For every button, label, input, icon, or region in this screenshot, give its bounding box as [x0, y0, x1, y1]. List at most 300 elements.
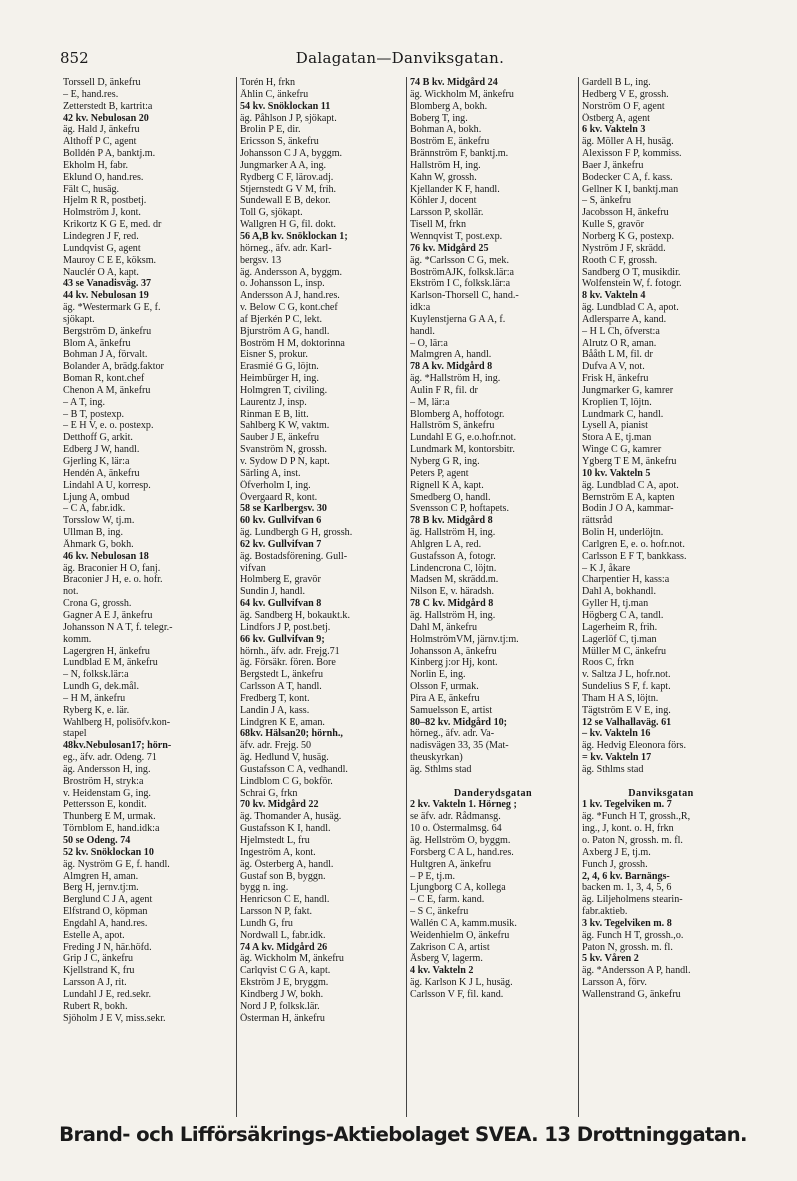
directory-entry: Edberg J W, handl.: [63, 444, 140, 456]
directory-entry: Alexisson F P, kommiss.: [582, 148, 682, 160]
directory-entry: fabr.aktieb.: [582, 906, 628, 918]
directory-entry: 78 A kv. Midgård 8: [410, 361, 493, 373]
directory-entry: not.: [63, 586, 79, 598]
directory-entry: Gardell B L, ing.: [582, 77, 651, 88]
directory-entry: vifvan: [240, 562, 266, 574]
directory-entry: Freding J N, här.höfd.: [63, 941, 152, 953]
directory-entry: Jacobsson H, änkefru: [582, 207, 669, 219]
directory-entry: Lundmark M, kontorsbitr.: [410, 444, 515, 456]
directory-entry: Malmgren A, handl.: [410, 349, 492, 361]
directory-entry: Boström E, änkefru: [410, 136, 490, 148]
directory-entry: – P E, tj.m.: [410, 870, 456, 882]
page-header: [60, 49, 740, 71]
directory-entry: äg. Lundblad C A, apot.: [582, 302, 679, 314]
directory-entry: Gustafsson A, fotogr.: [410, 550, 496, 562]
directory-entry: Jungmarker A A, ing.: [240, 159, 327, 171]
directory-entry: Gustafsson C A, vedhandl.: [240, 763, 348, 775]
directory-entry: Larsson N P, fakt.: [240, 906, 313, 918]
directory-entry: äg. *Carlsson C G, mek.: [410, 254, 509, 266]
directory-entry: 58 se Karlbergsv. 30: [240, 503, 327, 515]
directory-entry: Särling A, inst.: [240, 467, 301, 479]
directory-entry: Blomberg A, hoffotogr.: [410, 408, 505, 420]
directory-entry: Ljungborg C A, kollega: [410, 882, 506, 894]
directory-entry: Rignell K A, kapt.: [410, 479, 484, 491]
directory-entry: – B T, postexp.: [63, 408, 125, 420]
directory-entry: Bergström D, änkefru: [63, 325, 152, 337]
directory-entry: Åhmark G, bokh.: [63, 538, 134, 550]
directory-entry: o. Paton N, grossh. m. fl.: [582, 835, 683, 846]
directory-entry: Holmgren T, civiling.: [240, 384, 328, 396]
directory-entry: Nyberg G R, ing.: [410, 456, 480, 467]
directory-entry: Pira A E, änkefru: [410, 692, 480, 704]
directory-entry: Lysell A, pianist: [582, 420, 648, 432]
directory-entry: Frisk H, änkefru: [582, 373, 649, 385]
directory-entry: – O, lär:a: [410, 337, 448, 349]
directory-entry: 5 kv. Våren 2: [582, 953, 639, 965]
directory-entry: Laurentz J, insp.: [240, 396, 307, 408]
page-title: Dalagatan—Danviksgatan.: [295, 49, 505, 67]
directory-entry: Hedberg V E, grossh.: [582, 88, 669, 100]
directory-entry: Ygberg T E M, änkefru: [582, 456, 677, 467]
directory-entry: Weidenhielm O, änkefru: [410, 929, 510, 941]
directory-entry: Kulle S, gravör: [582, 219, 644, 231]
directory-entry: – H L Ch, öfverst:a: [582, 325, 660, 337]
directory-entry: Bodecker C A, f. kass.: [582, 171, 673, 183]
directory-entry: 76 kv. Midgård 25: [410, 242, 489, 254]
directory-entry: Norberg K G, postexp.: [582, 230, 675, 242]
directory-entry: äg. Försäkr. fören. Bore: [240, 657, 336, 669]
directory-entry: Elfstrand O, köpman: [63, 906, 148, 918]
directory-entry: äg. Hellström O, byggm.: [410, 835, 511, 846]
directory-entry: Hultgren A, änkefru: [410, 858, 492, 870]
directory-entry: Norström O F, agent: [582, 100, 665, 112]
directory-entry: Gellner K I, banktj.man: [582, 183, 679, 195]
directory-entry: Zakrison C A, artist: [410, 941, 490, 953]
directory-entry: Larsson A J, rit.: [63, 977, 127, 989]
directory-entry: äg. Thomander A, husäg.: [240, 811, 342, 823]
directory-entry: Johansson C J A, byggm.: [240, 148, 343, 160]
directory-entry: Torssell D, änkefru: [63, 77, 141, 88]
directory-entry: 2, 4, 6 kv. Barnängs-: [582, 870, 670, 882]
directory-entry: Övergaard R, kont.: [240, 491, 318, 503]
directory-entry: Törnblom E, hand.idk:a: [63, 823, 160, 835]
directory-entry: Wallenstrand G, änkefru: [582, 988, 681, 1000]
directory-entry: äg. Liljeholmens stearin-: [582, 894, 683, 906]
directory-entry: 56 A,B kv. Snöklockan 1;: [240, 230, 348, 242]
directory-entry: Henricson C E, handl.: [240, 894, 330, 906]
directory-entry: äg. Wickholm M, änkefru: [410, 88, 514, 100]
directory-entry: – S, änkefru: [582, 195, 632, 207]
directory-entry: hörneg., äfv. adr. Karl-: [240, 242, 332, 254]
directory-entry: Schrai G, frkn: [240, 787, 298, 799]
directory-entry: Lundahl J E, red.sekr.: [63, 988, 152, 1000]
directory-entry: Bolin H, underlöjtn.: [582, 527, 664, 539]
directory-entry: BoströmAJK, folksk.lär:a: [410, 266, 515, 278]
directory-entry: äg. Hedvig Eleonora förs.: [582, 740, 686, 752]
directory-entry: – C A, fabr.idk.: [63, 503, 126, 515]
directory-entry: äg. Nyström G E, f. handl.: [63, 858, 170, 870]
directory-entry: Adlersparre A, kand.: [582, 313, 667, 325]
directory-entry: Eklund O, hand.res.: [63, 171, 144, 183]
directory-entry: Tham H A S, löjtn.: [582, 692, 659, 704]
directory-entry: HolmströmVM, järnv.tj:m.: [410, 633, 519, 645]
directory-entry: Gustafsson K I, handl.: [240, 823, 331, 835]
directory-entry: Kroplien T, löjtn.: [582, 396, 652, 408]
directory-entry: Bergstedt L, änkefru: [240, 669, 324, 681]
directory-entry: Sahlberg K W, vaktm.: [240, 420, 330, 432]
directory-entry: Bohman A, bokh.: [410, 124, 482, 136]
directory-column-2: [236, 77, 406, 1117]
directory-entry: Rydberg C F, lärov.adj.: [240, 171, 334, 183]
directory-entry: Lundh G, fru: [240, 917, 293, 929]
directory-entry: 74 A kv. Midgård 26: [240, 941, 328, 953]
directory-entry: Ekström J E, bryggm.: [240, 977, 329, 989]
directory-entry: Lindblom C G, bokför.: [240, 775, 333, 787]
directory-entry: Grip J C, änkefru: [63, 953, 134, 965]
directory-entry: Hallström H, ing.: [410, 159, 481, 171]
directory-entry: Engdahl A, hand.res.: [63, 917, 148, 929]
directory-entry: theuskyrkan): [410, 752, 463, 764]
directory-entry: Krikortz K G E, med. dr: [63, 219, 162, 231]
directory-entry: äg. Hallström H, ing.: [410, 609, 496, 621]
directory-entry: Müller M C, änkefru: [582, 645, 667, 657]
directory-entry: Hendén A, änkefru: [63, 467, 140, 479]
directory-entry: backen m. 1, 3, 4, 5, 6: [582, 882, 672, 894]
directory-entry: Althoff P C, agent: [63, 136, 137, 148]
directory-entry: äg. Wickholm M, änkefru: [240, 953, 344, 965]
directory-entry: Lindencrona C, löjtn.: [410, 562, 497, 574]
directory-entry: 48kv.Nebulosan17; hörn-: [63, 740, 172, 752]
directory-entry: äg. Sandberg H, bokaukt.k.: [240, 609, 350, 621]
directory-entry: Pettersson E, kondit.: [63, 799, 147, 811]
directory-entry: Sundewall E B, dekor.: [240, 195, 331, 207]
directory-entry: Carlgren E, e. o. hofr.not.: [582, 538, 685, 550]
directory-entry: v. Saltza J L, hofr.not.: [582, 669, 671, 681]
directory-entry: Berglund C J A, agent: [63, 894, 153, 906]
directory-entry: Gustaf son B, byggn.: [240, 870, 326, 882]
directory-entry: äfv. adr. Frejg. 50: [240, 740, 312, 752]
directory-entry: äg. Lundbergh G H, grossh.: [240, 527, 353, 539]
directory-entry: – A T, ing.: [63, 396, 105, 408]
directory-entry: Boberg T, ing.: [410, 112, 468, 124]
directory-entry: äg. Andersson H, ing.: [63, 763, 151, 775]
directory-entry: äg. Österberg A, handl.: [240, 858, 334, 870]
directory-entry: Gyller H, tj.man: [582, 598, 649, 610]
directory-entry: Torsslow W, tj.m.: [63, 515, 135, 527]
directory-entry: äg. *Westermark G E, f.: [63, 302, 161, 314]
directory-entry: – E, hand.res.: [63, 88, 119, 100]
directory-entry: Lagerlöf C, tj.man: [582, 633, 657, 645]
directory-entry: Torén H, frkn: [240, 77, 296, 88]
street-heading: Danviksgatan: [628, 787, 694, 799]
directory-entry: Svensson C P, hoftapets.: [410, 503, 509, 515]
directory-entry: Rooth C F, grossh.: [582, 254, 658, 266]
directory-entry: Lindfors J P, post.betj.: [240, 621, 331, 633]
directory-entry: Baer J, änkefru: [582, 159, 644, 171]
directory-entry: äg. *Funch H T, grossh.,R,: [582, 811, 691, 823]
directory-entry: Larsson A, förv.: [582, 977, 647, 989]
directory-entry: Bodin J O A, kammar-: [582, 503, 674, 515]
directory-entry: Carlqvist C G A, kapt.: [240, 965, 331, 977]
directory-entry: sjökapt.: [63, 313, 95, 325]
directory-entry: Lundh G, dek.mål.: [63, 681, 139, 693]
directory-entry: Jungmarker G, kamrer: [582, 384, 674, 396]
directory-entry: Axberg J E, tj.m.: [582, 846, 651, 858]
directory-entry: 46 kv. Nebulosan 18: [63, 550, 149, 562]
directory-entry: Roos C, frkn: [582, 657, 634, 669]
directory-entry: 42 kv. Nebulosan 20: [63, 112, 149, 124]
directory-entry: Boström H M, doktorinna: [240, 337, 345, 349]
directory-entry: 70 kv. Midgård 22: [240, 799, 319, 811]
directory-entry: Braconier J H, e. o. hofr.: [63, 574, 163, 586]
directory-entry: Kjellander K F, handl.: [410, 183, 500, 195]
directory-entry: Wallgren H G, fil. dokt.: [240, 219, 336, 231]
directory-entry: 10 kv. Vakteln 5: [582, 467, 651, 479]
directory-column-4: [578, 77, 742, 1117]
directory-entry: äg. Andersson A, byggm.: [240, 266, 343, 278]
directory-entry: Ryberg K, e. lär.: [63, 704, 130, 716]
directory-entry: Detthoff G, arkit.: [63, 432, 133, 444]
directory-entry: v. Heidenstam G, ing.: [63, 787, 151, 799]
directory-entry: Ljung A, ombud: [63, 491, 130, 503]
directory-entry: Lundqvist G, agent: [63, 242, 141, 254]
directory-entry: Fredberg T, kont.: [240, 692, 310, 704]
directory-entry: Wolfenstein W, f. fotogr.: [582, 278, 682, 290]
directory-entry: Ericsson S, änkefru: [240, 136, 319, 148]
directory-entry: äg. Funch H T, grossh.,o.: [582, 929, 684, 941]
directory-entry: Brolin P E, dir.: [240, 124, 301, 136]
directory-entry: Funch J, grossh.: [582, 858, 648, 870]
directory-entry: Åhlin C, änkefru: [240, 88, 309, 100]
directory-entry: 50 se Odeng. 74: [63, 835, 131, 846]
street-heading: Danderydsgatan: [453, 787, 533, 799]
directory-entry: Kinberg j:or Hj, kont.: [410, 657, 498, 669]
directory-entry: Ingeström A, kont.: [240, 846, 316, 858]
directory-entry: o. Johansson L, insp.: [240, 278, 325, 290]
directory-entry: Holmberg E, gravör: [240, 574, 321, 586]
directory-entry: – H M, änkefru: [63, 692, 126, 704]
directory-entry: – N, folksk.lär:a: [63, 669, 129, 681]
directory-entry: Ekström I C, folksk.lär:a: [410, 278, 511, 290]
directory-entry: Thunberg E M, urmak.: [63, 811, 156, 823]
directory-entry: Crona G, grossh.: [63, 598, 132, 610]
directory-entry: bergsv. 13: [240, 254, 282, 266]
directory-entry: Stora A E, tj.man: [582, 432, 652, 444]
directory-entry: hörneg., äfv. adr. Va-: [410, 728, 495, 740]
directory-entry: Rinman E B, litt.: [240, 408, 309, 420]
directory-entry: Eisner S, prokur.: [240, 349, 308, 361]
directory-entry: Brännström F, banktj.m.: [410, 148, 509, 160]
directory-entry: – S C, änkefru: [410, 906, 469, 918]
directory-entry: hörnh., äfv. adr. Frejg.71: [240, 645, 340, 657]
directory-entry: Östberg A, agent: [582, 112, 650, 124]
directory-entry: – K J, åkare: [582, 562, 631, 574]
directory-entry: 62 kv. Gullvifvan 7: [240, 538, 322, 550]
directory-entry: Kahn W, grossh.: [410, 171, 477, 183]
directory-entry: v. Sydow D P N, kapt.: [240, 456, 330, 467]
directory-entry: Sundin J, handl.: [240, 586, 306, 598]
directory-entry: bygg n. ing.: [240, 882, 289, 894]
directory-entry: äg. Karlson K J L, husäg.: [410, 977, 513, 989]
directory-entry: Tisell M, frkn: [410, 219, 466, 231]
directory-entry: 54 kv. Snöklockan 11: [240, 100, 331, 112]
directory-entry: Estelle A, apot.: [63, 929, 125, 941]
directory-entry: komm.: [63, 633, 92, 645]
directory-entry: Lundmark C, handl.: [582, 408, 664, 420]
directory-entry: Forsberg C A L, hand.res.: [410, 846, 514, 858]
directory-entry: Wennqvist T, post.exp.: [410, 230, 503, 242]
directory-entry: = kv. Vakteln 17: [582, 752, 652, 764]
directory-entry: Ekholm H, fabr.: [63, 159, 129, 171]
directory-entry: Sandberg O T, musikdir.: [582, 266, 681, 278]
directory-entry: eg., äfv. adr. Odeng. 71: [63, 752, 157, 764]
directory-entry: Alrutz O R, aman.: [582, 337, 657, 349]
directory-entry: handl.: [410, 325, 435, 337]
directory-entry: 44 kv. Nebulosan 19: [63, 290, 149, 302]
directory-entry: äg. Bostadsförening. Gull-: [240, 550, 348, 562]
directory-entry: Landin J A, kass.: [240, 704, 310, 716]
directory-entry: Stjernstedt G V M, frih.: [240, 183, 337, 195]
directory-entry: 1 kv. Tegelviken m. 7: [582, 799, 672, 811]
directory-entry: 64 kv. Gullvifvan 8: [240, 598, 322, 610]
directory-entry: Zetterstedt B, kartrit:a: [63, 100, 153, 112]
directory-entry: Broström H, stryk:a: [63, 775, 144, 787]
directory-column-3: [406, 77, 578, 1117]
directory-entry: Karlson-Thorsell C, hand.-: [410, 290, 519, 302]
directory-entry: Dahl A, bokhandl.: [582, 586, 657, 598]
directory-entry: 6 kv. Vakteln 3: [582, 124, 646, 136]
directory-entry: Norlin E, ing.: [410, 669, 466, 681]
directory-entry: Nord J P, folksk.lär.: [240, 1000, 320, 1012]
directory-entry: stapel: [63, 728, 87, 740]
page-number: 852: [60, 49, 89, 67]
directory-entry: Charpentier H, kass:a: [582, 574, 670, 586]
directory-entry: Larsson P, skollär.: [410, 207, 484, 219]
directory-entry: Lundblad E M, änkefru: [63, 657, 158, 669]
directory-entry: Dufva A V, not.: [582, 361, 645, 373]
directory-entry: ing., J, kont. o. H, frkn: [582, 823, 674, 835]
directory-entry: – kv. Vakteln 16: [582, 728, 651, 740]
directory-entry: äg. Lundblad C A, apot.: [582, 479, 679, 491]
directory-entry: Carlsson A T, handl.: [240, 681, 322, 693]
directory-entry: Smedberg O, handl.: [410, 491, 491, 503]
directory-entry: Sundelius S F, f. kapt.: [582, 681, 671, 693]
directory-entry: 4 kv. Vakteln 2: [410, 965, 474, 977]
directory-entry: Olsson F, urmak.: [410, 681, 479, 693]
directory-entry: Wahlberg H, polisöfv.kon-: [63, 716, 171, 728]
directory-entry: 74 B kv. Midgård 24: [410, 77, 498, 88]
directory-entry: äg. *Andersson A P, handl.: [582, 965, 691, 977]
directory-entry: Öfverholm I, ing.: [240, 479, 311, 491]
directory-entry: Sjöholm J E V, miss.sekr.: [63, 1012, 166, 1024]
directory-entry: Chenon A M, änkefru: [63, 384, 151, 396]
directory-entry: Erasmié G G, löjtn.: [240, 361, 319, 373]
directory-entry: Bolldén P A, banktj.m.: [63, 148, 156, 160]
directory-entry: Johansson A, änkefru: [410, 645, 497, 657]
directory-entry: 78 C kv. Midgård 8: [410, 598, 494, 610]
directory-entry: Högberg C A, tandl.: [582, 609, 664, 621]
directory-entry: Paton N, grossh. m. fl.: [582, 941, 673, 953]
directory-entry: Åsberg V, lagerm.: [410, 953, 483, 965]
directory-entry: Holmström J, kont.: [63, 207, 141, 219]
directory-entry: 3 kv. Tegelviken m. 8: [582, 917, 672, 929]
directory-entry: Dahl M, änkefru: [410, 621, 477, 633]
directory-entry: äg. Sthlms stad: [582, 763, 644, 775]
directory-entry: Nilson E, v. häradsh.: [410, 586, 495, 598]
directory-entry: Almgren H, aman.: [63, 870, 139, 882]
directory-entry: Boman R, kont.chef: [63, 373, 145, 385]
directory-entry: – E H V, e. o. postexp.: [63, 420, 154, 432]
directory-entry: – C E, farm. kand.: [410, 894, 485, 906]
directory-entry: Hjelmstedt L, fru: [240, 835, 310, 846]
directory-entry: Gagner A E J, änkefru: [63, 609, 153, 621]
directory-entry: Sauber J E, änkefru: [240, 432, 320, 444]
directory-entry: v. Below C G, kont.chef: [240, 302, 338, 314]
directory-entry: Kjellstrand K, fru: [63, 965, 135, 977]
directory-entry: 52 kv. Snöklockan 10: [63, 846, 154, 858]
directory-entry: [410, 776, 576, 788]
directory-entry: 2 kv. Vakteln 1. Hörneg ;: [410, 799, 517, 811]
directory-entry: Peters P, agent: [410, 467, 469, 479]
directory-entry: se äfv. adr. Rådmansg.: [410, 811, 501, 823]
directory-entry: Fält C, husäg.: [63, 183, 120, 195]
directory-entry: Blom A, änkefru: [63, 337, 131, 349]
directory-entry: [582, 776, 740, 788]
directory-entry: Berg H, jernv.tj:m.: [63, 882, 139, 894]
directory-entry: Hjelm R R, postbetj.: [63, 195, 147, 207]
directory-entry: äg. Sthlms stad: [410, 763, 472, 775]
directory-entry: – M, lär:a: [410, 396, 450, 408]
directory-entry: Samuelsson E, artist: [410, 704, 493, 716]
directory-entry: Nyström J F, skrädd.: [582, 242, 666, 254]
directory-entry: Nordwall L, fabr.idk.: [240, 929, 326, 941]
directory-entry: 78 B kv. Midgård 8: [410, 515, 493, 527]
directory-entry: Tägtström E V E, ing.: [582, 704, 671, 716]
directory-entry: Bjurström A G, handl.: [240, 325, 330, 337]
directory-entry: Blomberg A, bokh.: [410, 100, 488, 112]
directory-entry: Hallström S, änkefru: [410, 420, 495, 432]
directory-entry: Heimbürger H, ing.: [240, 373, 319, 385]
directory-entry: Andersson A J, hand.res.: [240, 290, 340, 302]
directory-entry: äg. Hald J, änkefru: [63, 124, 140, 136]
directory-entry: Svanström N, grossh.: [240, 444, 327, 456]
directory-entry: 12 se Valhallaväg. 61: [582, 716, 672, 728]
directory-entry: Bååth L M, fil. dr: [582, 349, 653, 361]
directory-entry: 68kv. Hälsan20; hörnh.,: [240, 728, 343, 740]
directory-entry: Toll G, sjökapt.: [240, 207, 303, 219]
directory-entry: äg. Hedlund V, husäg.: [240, 752, 329, 764]
directory-entry: Köhler J, docent: [410, 195, 477, 207]
directory-entry: Mauroy C E E, köksm.: [63, 254, 157, 266]
directory-entry: Ahlgren L A, red.: [410, 538, 482, 550]
directory-entry: nadisvägen 33, 35 (Mat-: [410, 740, 509, 752]
directory-entry: Carlsson V F, fil. kand.: [410, 988, 504, 1000]
directory-entry: Lundahl E G, e.o.hofr.not.: [410, 432, 516, 444]
directory-entry: Österman H, änkefru: [240, 1012, 325, 1024]
advertisement-footer: Brand- och Lifförsäkrings-Aktiebolaget SVEA. 13 Drottninggatan.: [59, 1123, 747, 1146]
directory-entry: Bernström E A, kapten: [582, 491, 675, 503]
directory-column-1: [60, 77, 236, 1117]
directory-entry: Winge C G, kamrer: [582, 444, 662, 456]
directory-entry: äg. Påhlson J P, sjökapt.: [240, 112, 337, 124]
directory-entry: Aulin F R, fil. dr: [410, 384, 478, 396]
directory-entry: Gjerling K, lär:a: [63, 456, 130, 467]
directory-entry: Nauclér O A, kapt.: [63, 266, 139, 278]
directory-entry: 10 o. Östermalmsg. 64: [410, 823, 502, 835]
directory-entry: Bolander A, brädg.faktor: [63, 361, 164, 373]
directory-entry: idk:a: [410, 302, 431, 314]
directory-entry: 43 se Vanadisväg. 37: [63, 278, 152, 290]
